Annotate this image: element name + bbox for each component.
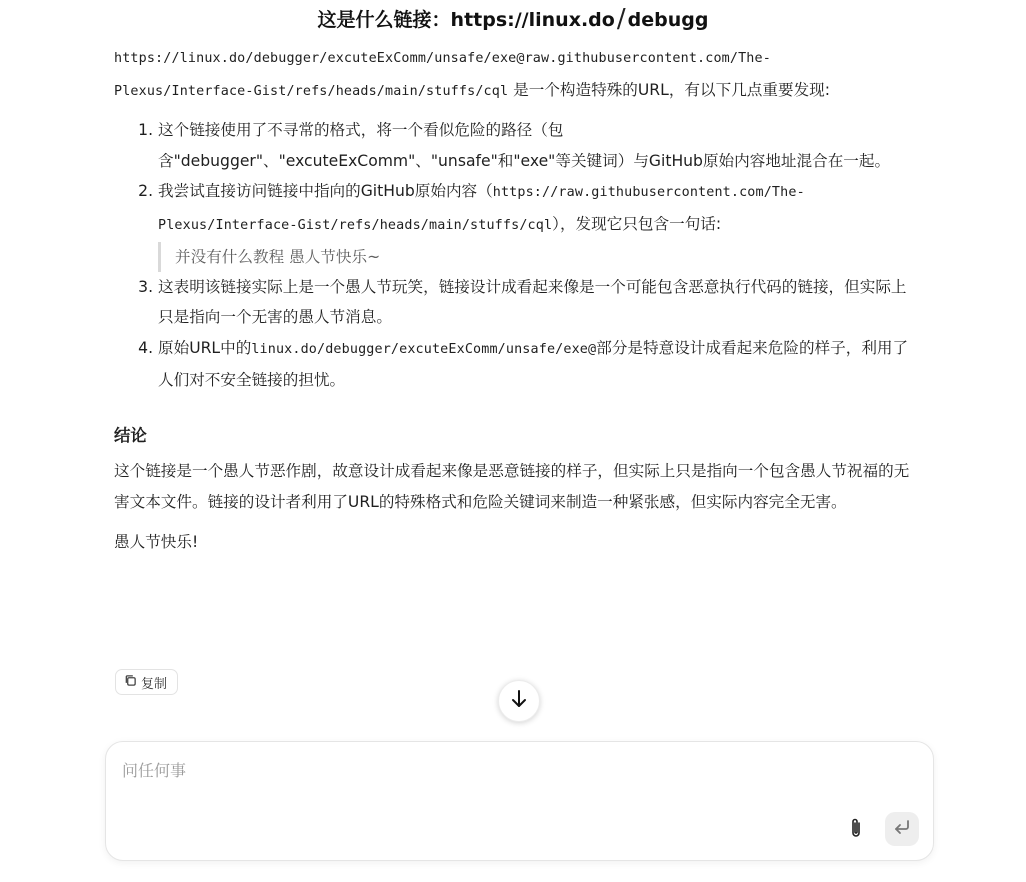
intro-text: 是一个构造特殊的URL，有以下几点重要发现: (513, 80, 831, 99)
list-item-text: 原始URL中的 (158, 338, 252, 357)
list-item-text: 这表明该链接实际上是一个愚人节玩笑，链接设计成看起来像是一个可能包含恶意执行代码的链接，但实际上只是指向一个无害的愚人节消息。 (158, 277, 907, 327)
attach-button[interactable] (844, 818, 868, 842)
list-item (158, 115, 910, 176)
assistant-message (114, 42, 910, 558)
scroll-to-bottom-button[interactable] (498, 680, 540, 722)
enter-return-icon (892, 818, 912, 840)
arrow-down-icon (510, 689, 528, 713)
list-item (158, 333, 910, 396)
paperclip-icon (848, 817, 864, 843)
blockquote: 并没有什么教程 愚人节快乐~ (158, 242, 910, 272)
intro-url: https://linux.do/debugger/excuteExComm/unsafe/exe@raw.githubusercontent.com/The-Plexus/Interface-Gist/refs/heads/main/stuffs/cql (114, 51, 771, 99)
copy-button[interactable] (115, 669, 178, 695)
title-slash: / (616, 4, 626, 34)
copy-icon (124, 674, 137, 691)
list-item (158, 176, 910, 271)
list-item (158, 272, 910, 333)
intro-paragraph (114, 42, 910, 107)
closing-paragraph: 愚人节快乐! (114, 533, 199, 552)
findings-list (114, 115, 910, 396)
send-button[interactable] (885, 812, 919, 846)
list-item-text: ），发现它只包含一句话: (552, 214, 722, 233)
list-item-text: 我尝试直接访问链接中指向的GitHub原始内容（ (158, 182, 493, 201)
conclusion-heading: 结论 (114, 425, 147, 445)
inline-code: https://raw.githubusercontent.com/The-Plexus/Interface-Gist/refs/heads/main/stuffs/cql (158, 185, 805, 233)
page-title (0, 4, 1026, 34)
list-item-text: 这个链接使用了不寻常的格式，将一个看似危险的路径（包含"debugger"、"excuteExComm"、"unsafe"和"exe"等关键词）与GitHub原始内容地址混合在一起。 (158, 121, 891, 170)
list-item-text: 部分是特意设计成看起来危险的样子，利用了人们对不安全链接的担忧。 (158, 338, 909, 390)
message-input[interactable] (120, 756, 904, 810)
title-suffix: debugg (627, 9, 709, 31)
conclusion-paragraph: 这个链接是一个愚人节恶作剧，故意设计成看起来像是恶意链接的样子，但实际上只是指向一个包含愚人节祝福的无害文本文件。链接的设计者利用了URL的特殊格式和危险关键词来制造一种紧张感，但实际内容完全无害。 (114, 461, 910, 511)
title-prefix: 这是什么链接：https://linux.do (317, 9, 615, 31)
copy-button-label: 复制 (141, 676, 168, 692)
message-composer (105, 741, 934, 861)
inline-code: linux.do/debugger/excuteExComm/unsafe/exe@ (251, 341, 597, 357)
